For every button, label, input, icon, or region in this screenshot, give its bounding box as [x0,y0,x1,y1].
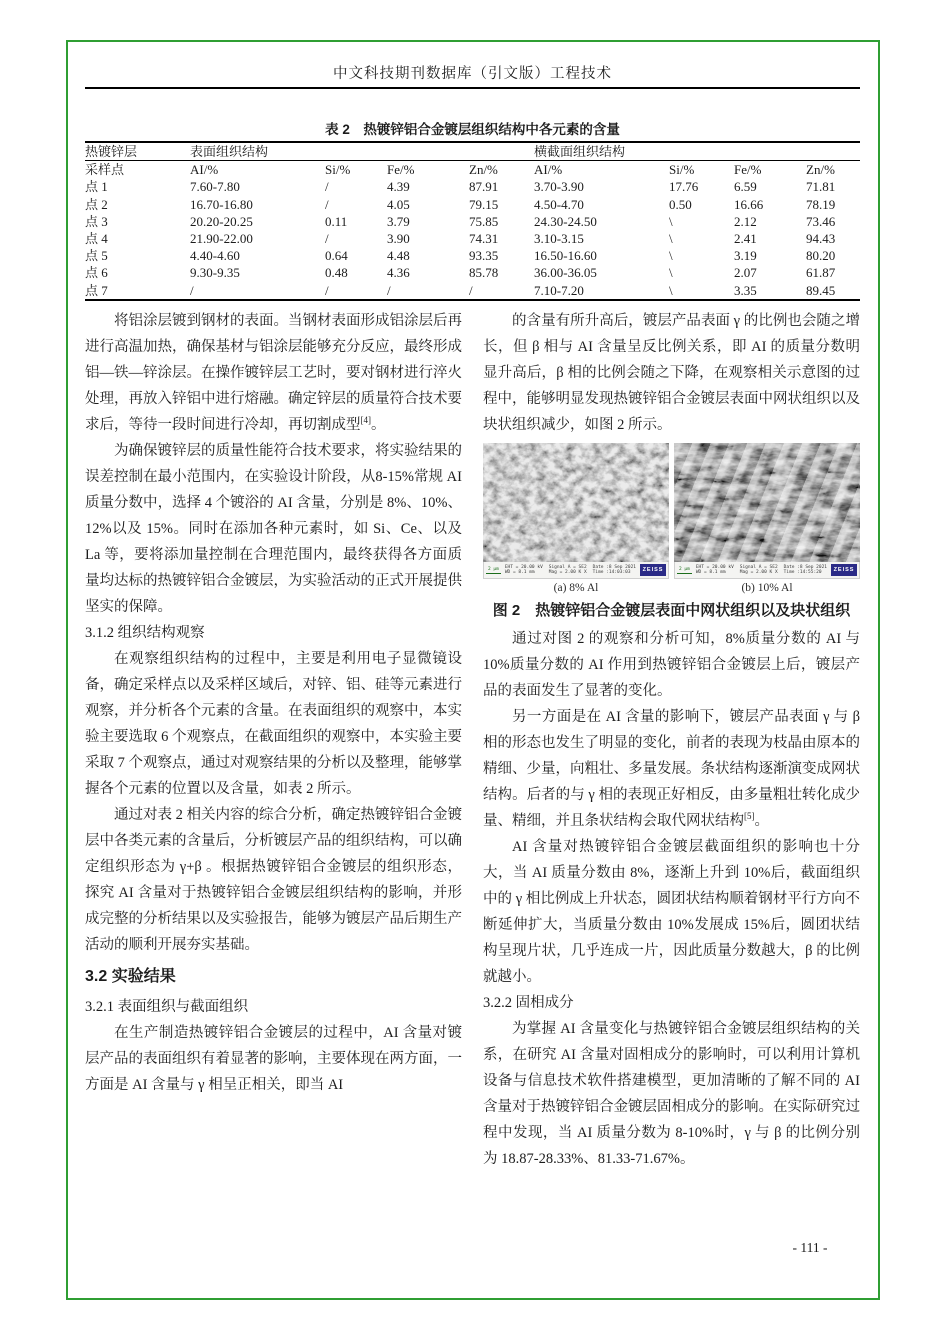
elements-table [85,141,860,301]
table-cell: 20.20-20.25 [190,213,253,229]
table-cell: 2.07 [734,265,757,281]
section-heading: 3.2.2 固相成分 [483,995,574,1011]
table-cell: 4.05 [387,196,410,212]
table-row [85,282,860,300]
table-cell: 3.10-3.15 [534,231,584,247]
figure-caption: 图 2 热镀锌铝合金镀层表面中网状组织以及块状组织 [492,602,851,619]
table-cell: 78.19 [806,196,836,212]
paragraph: 通过对表 2 相关内容的综合分析，确定热镀锌铝合金镀层中各类元素的含量后，分析镀层产品的组织结构，可以确定组织形态为 γ+β 。根据热镀锌铝合金镀层的组织形态，探究 AI 含量对于热镀锌铝合金镀层组织结构的影响，并形成完整的分析结果以及实验报告，能够为镀层产品后期生产活动的顺利开展夯实基础。 [85,807,462,953]
table-cell: 87.91 [469,179,499,195]
table-cell: 85.78 [469,265,499,281]
micrograph-row [483,443,860,598]
table-cell: 73.46 [806,213,836,229]
micrograph-metadata: Date :8 Sep 2021 Time :14:55:20 [783,564,828,575]
table-cell: 4.39 [387,179,410,195]
table-cell: 4.48 [387,248,410,264]
micrograph-a [483,443,669,598]
page-number: - 111 - [792,1240,828,1255]
sem-image-8pct [483,443,669,562]
paragraph: 为确保镀锌层的质量性能符合技术要求，将实验结果的误差控制在最小范围内，在实验设计阶段，从8-15%常规 AI 质量分数中，选择 4 个镀浴的 AI 含量，分别是 8%、10%、12%以及 15%。同时在添加各种元素时，如 Si、Ce、以及 La 等，要将添加量控制在合理范围内，最终获得各方面质量均达标的热镀锌铝合金镀层，为实验活动的正式开展提供坚实的保障。 [85,443,462,615]
table-cell: / [469,282,534,300]
table-cell: / [325,282,387,300]
paragraph: 在生产制造热镀锌铝合金镀层的过程中，AI 含量对镀层产品的表面组织有着显著的影响，主要体现在两方面，一方面是 AI 含量与 γ 相呈正相关，即当 AI [85,1025,462,1093]
scale-bar-icon: 2 μm [488,566,499,572]
table-cell: \ [669,248,673,264]
section-heading: 3.2.1 表面组织与截面组织 [85,999,249,1015]
micrograph-metadata: EHT = 20.00 kV WD = 8.1 mm [504,564,543,575]
table-cell: 点 3 [85,213,108,229]
micrograph-infobar [674,562,860,579]
right-column-top [483,308,860,438]
table-cell: 71.81 [806,179,836,195]
header-rule [85,87,860,89]
table-cell: 0.48 [325,265,348,281]
footnote-ref: [5] [744,811,755,822]
table-cell: \ [669,265,673,281]
table-cell: \ [669,231,673,247]
micrograph-metadata: EHT = 20.00 kV WD = 8.1 mm [695,564,734,575]
table-cell: / [387,282,469,300]
table-row [85,230,860,247]
right-column-bottom [483,626,860,1172]
table-cell: 0.50 [669,196,692,212]
table-cell: 0.64 [325,248,348,264]
table-column-header: Si/% [669,162,695,178]
table-group-header-row [85,142,860,161]
table-row [85,196,860,213]
table-cell: 点 4 [85,231,108,247]
table-column-header: AI/% [190,162,219,178]
table-cell: 点 2 [85,196,108,212]
table-row [85,213,860,230]
sem-image-10pct [674,443,860,562]
figure-2 [483,443,860,624]
table-cell: 点 1 [85,179,108,195]
table-cell: 21.90-22.00 [190,231,253,247]
table-column-header: Zn/% [469,162,498,178]
table-cell: 点 7 [85,282,190,300]
micrograph-sublabel: (a) 8% Al [553,582,599,594]
table-cell: / [325,196,329,212]
table-row [85,264,860,281]
left-column [85,308,462,1098]
table-cell: 17.76 [669,179,699,195]
paragraph: AI 含量对热镀锌铝合金镀层截面组织的影响也十分大，当 AI 质量分数由 8%，逐渐上升到 10%后，截面组织中的 γ 相比例成上升状态，圆团状结构顺着钢材平行方向不断延伸扩大，当质量分数由 10%发展成 15%后，圆团状结构呈现片状，几乎连成一片，因此质量分数越大，β 的比例就越小。 [483,839,860,985]
table-cell: 4.50-4.70 [534,196,584,212]
table-cell: 点 6 [85,265,108,281]
micrograph-b [674,443,860,598]
table-cell: / [325,231,329,247]
table-cell: 36.00-36.05 [534,265,597,281]
micrograph-metadata: Signal A = SE2 Mag = 2.00 K X [739,564,778,575]
micrograph-metadata: Date :8 Sep 2021 Time :14:03:03 [592,564,637,575]
table-column-header-row [85,161,860,179]
table-cell: \ [669,213,673,229]
table-row [85,247,860,264]
table-cell: 74.31 [469,231,499,247]
micrograph-infobar [483,562,669,579]
table-title: 表 2 热镀锌铝合金镀层组织结构中各元素的含量 [325,122,620,137]
paragraph: 通过对图 2 的观察和分析可知，8%质量分数的 AI 与 10%质量分数的 AI 作用到热镀锌铝合金镀层上后，镀层产品的表面发生了显著的变化。 [483,631,860,699]
section-heading: 3.2 实验结果 [85,968,176,985]
table-cell: 3.70-3.90 [534,179,584,195]
micrograph-metadata: Signal A = SE2 Mag = 2.00 K X [548,564,587,575]
stripe-texture [674,443,860,562]
table-group-header: 热镀锌层 [85,142,190,161]
table-cell: 2.41 [734,231,757,247]
table-cell: 61.87 [806,265,836,281]
table-cell: 0.11 [325,213,348,229]
table-cell: / [325,179,329,195]
zeiss-logo: ZEISS [640,564,666,576]
table-cell: 4.40-4.60 [190,248,240,264]
table-cell: 75.85 [469,213,499,229]
table-cell: 16.70-16.80 [190,196,253,212]
footnote-ref: [4] [360,415,371,426]
table-cell: 3.79 [387,213,410,229]
table-cell: \ [669,282,734,300]
table-cell: 4.36 [387,265,410,281]
table-cell: 3.19 [734,248,757,264]
journal-header: 中文科技期刊数据库（引文版）工程技术 [333,66,612,82]
right-column [483,308,860,1172]
table-cell: 点 5 [85,248,108,264]
paragraph: 将铝涂层镀到钢材的表面。当钢材表面形成铝涂层后再进行高温加热，确保基材与铝涂层能够充分反应，最终形成铝—铁—锌涂层。在操作镀锌层工艺时，要对钢材进行淬火处理，再放入锌铝中进行熔融。确定锌层的质量符合技术要求后，等待一段时间进行冷却，再切割成型[4]。 [85,313,462,433]
table-cell: 16.66 [734,196,764,212]
table-cell: 24.30-24.50 [534,213,597,229]
table-cell: 3.90 [387,231,410,247]
table-row [85,178,860,195]
table-cell: 7.60-7.80 [190,179,240,195]
table-cell: 6.59 [734,179,757,195]
section-heading: 3.1.2 组织结构观察 [85,625,205,641]
table-column-header: Fe/% [734,162,762,178]
table-column-header: Si/% [325,162,351,178]
table-column-header: 采样点 [85,162,125,178]
micrograph-sublabel: (b) 10% Al [741,582,793,594]
scale-bar-icon: 2 μm [679,566,690,572]
table-group-header: 横截面组织结构 [534,142,860,161]
table-cell: 79.15 [469,196,499,212]
paragraph: 为掌握 AI 含量变化与热镀锌铝合金镀层组织结构的关系，在研究 AI 含量对固相成分的影响时，可以利用计算机设备与信息技术软件搭建模型，更加清晰的了解不同的 AI 含量对于热镀锌铝合金镀层固相成分的影响。在实际研究过程中发现，当 AI 质量分数为 8-10%时，γ 与 β 的比例分别为 18.87-28.33%、81.33-71.67%。 [483,1021,860,1167]
table-cell: 3.35 [734,282,806,300]
paragraph: 另一方面是在 AI 含量的影响下，镀层产品表面 γ 与 β 相的形态也发生了明显的变化，前者的表现为枝晶由原本的精细、少量，向粗壮、多量发展。条状结构逐渐演变成网状结构。后者的与 γ 相的表现正好相反，由多量粗壮转化成少量、精细，并且条状结构会取代网状结构[5]。 [483,709,860,829]
table-cell: / [190,282,325,300]
table-cell: 80.20 [806,248,836,264]
table-column-header: Fe/% [387,162,415,178]
table-column-header: AI/% [534,162,563,178]
paragraph: 的含量有所升高后，镀层产品表面 γ 的比例也会随之增长，但 β 相与 AI 含量呈反比例关系，即 AI 的质量分数明显升高后，β 相的比例会随之下降，在观察相关示意图的过程中，能够明显发现热镀锌铝合金镀层表面中网状组织以及块状组织减少，如图 2 所示。 [483,313,860,433]
table-group-header: 表面组织结构 [190,142,534,161]
zeiss-logo: ZEISS [831,564,857,576]
table-cell: 2.12 [734,213,757,229]
table-cell: 93.35 [469,248,499,264]
table-cell: 16.50-16.60 [534,248,597,264]
paragraph: 在观察组织结构的过程中，主要是利用电子显微镜设备，确定采样点以及采样区域后，对锌、铝、硅等元素进行观察，并分析各个元素的含量。在表面组织的观察中，本实验主要选取 6 个观察点，在截面组织的观察中，本实验主要采取 7 个观察点，通过对观察结果的分析以及整理，能够掌握各个元素的位置以及含量，如表 2 所示。 [85,651,462,797]
table-column-header: Zn/% [806,162,835,178]
table-cell: 7.10-7.20 [534,282,669,300]
table-cell: 9.30-9.35 [190,265,240,281]
table-cell: 89.45 [806,282,860,300]
table-cell: 94.43 [806,231,836,247]
